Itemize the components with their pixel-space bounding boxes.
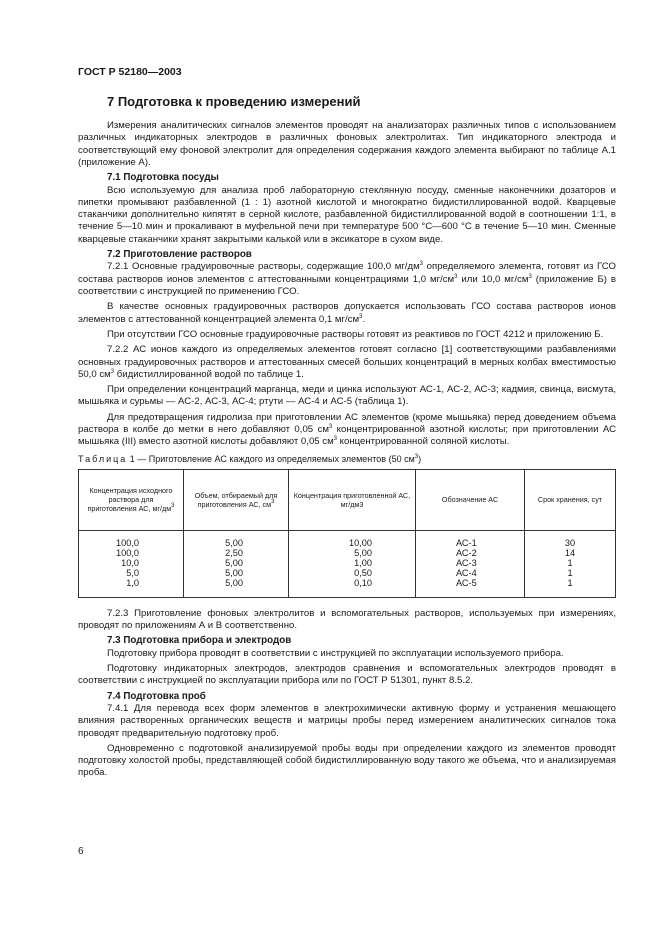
paragraph-7-1: Всю используемую для анализа проб лабораторную стеклянную посуду, сменные наконечники дозаторов и пипетки промывают разбавленной (1 : 1) азотной кислотой и многократно бидистиллированной водой. Кварцевые стаканчики дополнительно кипятят в серной кислоте, разбавленной бидистиллированной водой в соотношении 1:1, в течение 5—10 мин и прокаливают в муфельной печи при температуре 500 °С—600 °С в течение 5—10 мин. Сменные кварцевые стаканчики хранят закрытыми калькой или в эксикаторе в сухом виде. (78, 184, 616, 245)
table-cell-volume: 5,00 (184, 568, 289, 578)
table-cell-storage-days: 1 (525, 578, 616, 598)
table-row (79, 568, 616, 578)
heading-7-2: 7.2 Приготовление растворов (107, 249, 252, 261)
paragraph-7-2-2: 7.2.2 АС ионов каждого из определяемых элементов готовят согласно [1] соответствующими разбавлениями основных градуировочных растворов и аттестованных смесей больших концентраций в мерных колбах вместимостью 50,0 $см^3$ бидистиллированной водой по таблице 1. (78, 344, 616, 380)
paragraph-intro: Измерения аналитических сигналов элементов проводят на анализаторах различных типов с использованием различных индикаторных электродов в различных фоновых электролитах. Тип индикаторного электрода и соответствующий ему фоновой электролит для определения содержания каждого элемента выбирают по таблице А.1 (приложение А). (78, 120, 616, 168)
table-header-source-concentration: Концентрация исходного раствора для приготовления АС, $мг/дм^3$ (79, 469, 184, 530)
paragraph-7-3-electrodes: Подготовку индикаторных электродов, электродов сравнения и вспомогательных электродов проводят в соответствии с инструкцией по эксплуатации прибора или по ГОСТ Р 51301, пункт 8.5.2. (78, 662, 616, 687)
table-cell-designation: АС-4 (416, 568, 525, 578)
table-cell-volume: 2,50 (184, 548, 289, 558)
document-body (78, 120, 616, 783)
table-row (79, 558, 616, 568)
heading-7-1: 7.1 Подготовка посуды (107, 172, 219, 184)
table-caption: Таблица 1 — Приготовление АС каждого из определяемых элементов (50 $см^3$) (78, 453, 422, 464)
page-number: 6 (78, 846, 84, 857)
heading-7-3: 7.3 Подготовка прибора и электродов (107, 635, 292, 647)
table-header-prepared-concentration: Концентрация приготовленной АС, мг/дм3 (289, 469, 416, 530)
table-cell-source-concentration: 100,0 (79, 548, 184, 558)
paragraph-7-2-3: 7.2.3 Приготовление фоновых электролитов и вспомогательных растворов, используемых при измерениях, проводят по приложениям А и В соответственно. (78, 607, 616, 631)
table-cell-prepared-concentration: 0,50 (289, 568, 416, 578)
paragraph-7-4-blank: Одновременно с подготовкой анализируемой пробы воды при определении каждого из элементов проводят подготовку холостой пробы, представляющей собой бидистиллированную воду такого же объема, что и анализируемая проба. (78, 742, 616, 779)
table-cell-volume: 5,00 (184, 558, 289, 568)
table-cell-storage-days: 1 (525, 568, 616, 578)
paragraph-7-3-device: Подготовку прибора проводят в соответствии с инструкцией по эксплуатации используемого прибора. (107, 647, 564, 659)
paragraph-elements-usage: При определении концентраций марганца, меди и цинка используют АС-1, АС-2, АС-3; кадмия, свинца, висмута, мышьяка и сурьмы — АС-2, АС-3, АС-4; ртути — АС-4 и АС-5 (таблица 1). (78, 384, 616, 408)
table-cell-prepared-concentration: 1,00 (289, 558, 416, 568)
preparation-table (78, 469, 616, 598)
paragraph-hydrolysis: Для предотвращения гидролиза при приготовлении АС элементов (кроме мышьяка) перед доведением объема раствора в колбе до метки в него добавляют 0,05 $см^3$ концентрированной азотной кислоты; при приготовлении АС мышьяка (III) вместо азотной кислоты добавляют 0,05 $см^3$ концентрированной соляной кислоты. (78, 411, 616, 448)
paragraph-no-gso: При отсутствии ГСО основные градуировочные растворы готовят из реактивов по ГОСТ 4212 и приложению Б. (107, 328, 604, 340)
table-row (79, 578, 616, 598)
table-row (79, 548, 616, 558)
heading-7-4: 7.4 Подготовка проб (107, 690, 206, 702)
document-header: ГОСТ Р 52180—2003 (78, 66, 182, 78)
table-cell-source-concentration: 100,0 (79, 530, 184, 548)
table-cell-source-concentration: 5,0 (79, 568, 184, 578)
table-cell-prepared-concentration: 5,00 (289, 548, 416, 558)
paragraph-7-4-1: 7.4.1 Для перевода всех форм элементов в электрохимически активную форму и устранения мешающего влияния растворенных органических веществ и матрицы пробы перед измерением аналитических сигналов тока проводят предварительную подготовку проб. (78, 702, 616, 739)
paragraph-basic-solutions: В качестве основных градуировочных растворов допускается использовать ГСО состава растворов ионов элементов с аттестованной концентрацией элемента 0,1 $мг/см^3$. (78, 301, 616, 325)
table-cell-storage-days: 14 (525, 548, 616, 558)
table-header-volume: Объем, отбираемый для приготовления АС, $см^3$ (184, 469, 289, 530)
table-cell-volume: 5,00 (184, 530, 289, 548)
table-cell-storage-days: 30 (525, 530, 616, 548)
table-cell-designation: АС-3 (416, 558, 525, 568)
section-title: 7 Подготовка к проведению измерений (107, 94, 361, 109)
table-cell-designation: АС-1 (416, 530, 525, 548)
table-cell-volume: 5,00 (184, 578, 289, 598)
table-cell-prepared-concentration: 10,00 (289, 530, 416, 548)
table-cell-source-concentration: 1,0 (79, 578, 184, 598)
table-header-storage: Срок хранения, сут (525, 469, 616, 530)
table-row (79, 530, 616, 548)
table-cell-source-concentration: 10,0 (79, 558, 184, 568)
table-header-designation: Обозначение АС (416, 469, 525, 530)
table-cell-storage-days: 1 (525, 558, 616, 568)
table-cell-designation: АС-5 (416, 578, 525, 598)
paragraph-7-2-1: 7.2.1 Основные градуировочные растворы, содержащие 100,0 $мг/дм^3$ определяемого элемента, готовят из ГСО состава растворов ионов элементов с аттестованными концентрациями 1,0 $мг/см^3$ или 10,0 $мг/см^3$ (приложение Б) в соответствии с инструкцией по применению ГСО. (78, 261, 616, 298)
table-cell-prepared-concentration: 0,10 (289, 578, 416, 598)
table-cell-designation: АС-2 (416, 548, 525, 558)
